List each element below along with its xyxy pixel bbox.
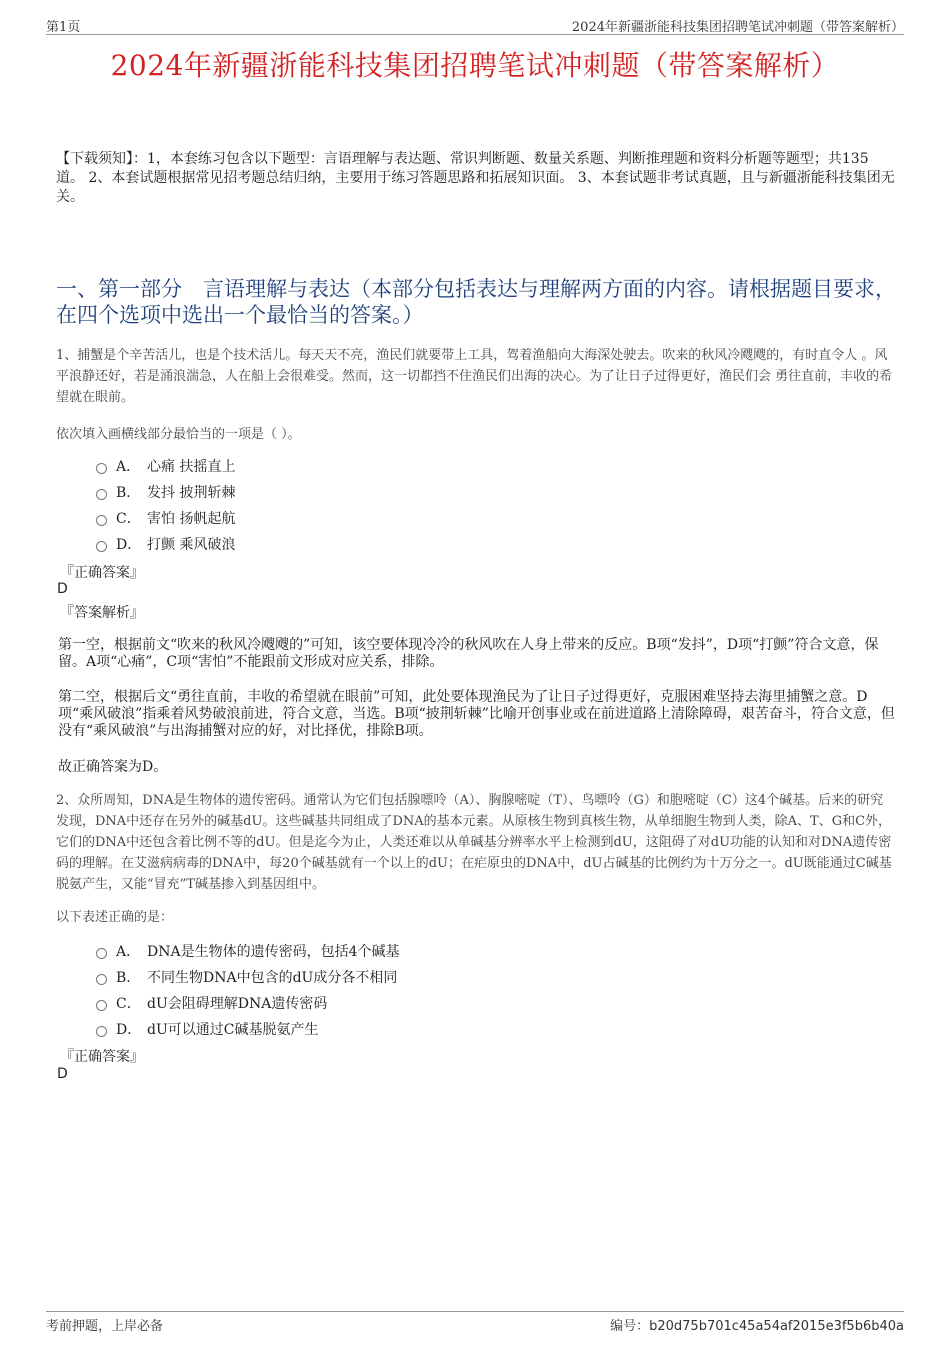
question-1-answer: D	[57, 581, 68, 597]
question-2-prompt: 以下表述正确的是：	[56, 910, 174, 925]
document-code-value: b20d75b701c45a54af2015e3f5b6b40a	[649, 1319, 904, 1334]
question-2-option-c[interactable]: C． dU会阻碍理解DNA遗传密码	[96, 990, 400, 1016]
question-1-analysis-2: 第二空，根据后文“勇往直前，丰收的希望就在眼前”可知，此处要体现渔民为了让日子过得更好，克服困难坚持去海里捕蟹之意。D项“乘风破浪”指乘着风势破浪前进，符合文意，当选。B项“披荆斩棘”比喻开创事业或在前进道路上清除障碍，艰苦奋斗，符合文意，但没有“乘风破浪”与出海捕蟹对应的好，对比择优，排除B项。	[58, 689, 895, 739]
radio-icon[interactable]	[96, 974, 107, 985]
question-2-answer: D	[57, 1066, 68, 1082]
question-2-option-b[interactable]: B． 不同生物DNA中包含的dU成分各不相同	[96, 964, 400, 990]
radio-icon[interactable]	[96, 515, 107, 526]
question-1-answer-label: 『正确答案』	[60, 565, 144, 581]
document-title: 2024年新疆浙能科技集团招聘笔试冲刺题（带答案解析）	[110, 49, 840, 82]
page-footer	[46, 1311, 904, 1336]
radio-icon[interactable]	[96, 1026, 107, 1037]
radio-icon[interactable]	[96, 463, 107, 474]
document-code	[610, 1315, 904, 1334]
question-1-options	[96, 453, 235, 557]
document-code-label: 编号：	[610, 1319, 650, 1334]
question-1-option-b[interactable]: B． 发抖 披荆斩棘	[96, 479, 235, 505]
question-1-option-c[interactable]: C． 害怕 扬帆起航	[96, 505, 235, 531]
radio-icon[interactable]	[96, 948, 107, 959]
question-1-text: 1、捕蟹是个辛苦活儿，也是个技术活儿。每天天不亮，渔民们就要带上工具，驾着渔船向大海深处驶去。吹来的秋风冷飕飕的，有时直令人 。风平浪静还好，若是涌浪湍急，人在船上会很难受。然而，这一切都挡不住渔民们出海的决心。为了让日子过得更好，渔民们会 勇往直前，丰收的希望就在眼前。	[56, 348, 893, 405]
question-2-answer-label: 『正确答案』	[60, 1049, 144, 1065]
section-title: 一、第一部分 言语理解与表达（本部分包括表达与理解两方面的内容。请根据题目要求，在四个选项中选出一个最恰当的答案。）	[56, 277, 896, 327]
page-header	[46, 14, 904, 35]
question-1-analysis-label: 『答案解析』	[60, 605, 144, 621]
question-1-option-d[interactable]: D． 打颤 乘风破浪	[96, 531, 235, 557]
question-2-text: 2、众所周知，DNA是生物体的遗传密码。通常认为它们包括腺嘌呤（A）、胸腺嘧啶（T）、鸟嘌呤（G）和胞嘧啶（C）这4个碱基。后来的研究发现，DNA中还存在另外的碱基dU。这些碱基共同组成了DNA的基本元素。从原核生物到真核生物，从单细胞生物到人类，除A、T、G和C外，它们的DNA中还包含着比例不等的dU。但是迄今为止，人类还难以从单碱基分辨率水平上检测到dU，这阻碍了对dU功能的认知和对DNA遗传密码的理解。在艾滋病病毒的DNA中，每20个碱基就有一个以上的dU；在疟原虫的DNA中，dU占碱基的比例约为十万分之一。dU既能通过C碱基脱氨产生，又能“冒充”T碱基掺入到基因组中。	[56, 793, 892, 892]
question-2-options	[96, 938, 400, 1042]
question-2-option-a[interactable]: A． DNA是生物体的遗传密码，包括4个碱基	[96, 938, 400, 964]
question-1-analysis-1: 第一空，根据前文“吹来的秋风冷飕飕的”可知，该空要体现冷冷的秋风吹在人身上带来的反应。B项“发抖”，D项“打颤”符合文意，保留。A项“心痛”，C项“害怕”不能跟前文形成对应关系，排除。	[58, 637, 879, 670]
page-number: 第1页	[46, 20, 81, 35]
question-1-prompt: 依次填入画横线部分最恰当的一项是（ ）。	[56, 427, 301, 442]
question-2-option-d[interactable]: D． dU可以通过C碱基脱氨产生	[96, 1016, 400, 1042]
radio-icon[interactable]	[96, 1000, 107, 1011]
question-1-option-a[interactable]: A． 心痛 扶摇直上	[96, 453, 235, 479]
footer-slogan: 考前押题，上岸必备	[46, 1319, 164, 1334]
question-1-analysis-3: 故正确答案为D。	[58, 759, 168, 775]
radio-icon[interactable]	[96, 489, 107, 500]
radio-icon[interactable]	[96, 541, 107, 552]
download-notice: 【下载须知】：1，本套练习包含以下题型：言语理解与表达题、常识判断题、数量关系题、判断推理题和资料分析题等题型；共135道。 2、本套试题根据常见招考题总结归纳，主要用于练习答题思路和拓展知识面。 3、本套试题非考试真题，且与新疆浙能科技集团无关。	[56, 151, 895, 205]
header-doc-title: 2024年新疆浙能科技集团招聘笔试冲刺题（带答案解析）	[571, 20, 904, 35]
